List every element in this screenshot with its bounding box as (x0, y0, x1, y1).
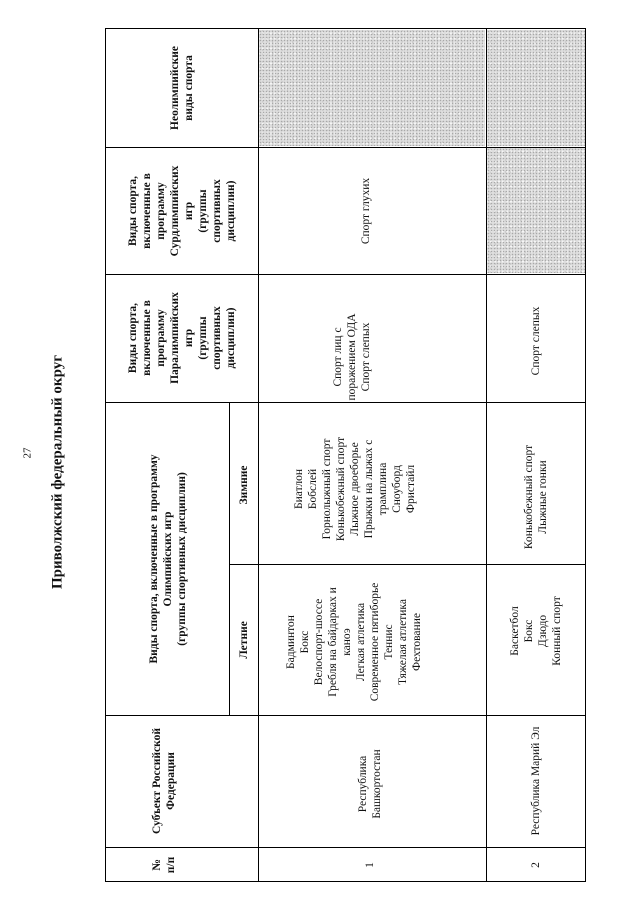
cell-line: Конькобежный спорт (335, 436, 347, 542)
col-line-num (106, 847, 585, 848)
cell-line: Легкая атлетика (355, 602, 367, 682)
cell-line: Горнолыжный спорт (321, 438, 333, 540)
cell-line: Спорт глухих (360, 177, 372, 245)
cell-line: (группы (197, 316, 209, 360)
cell-line: Баскетбол (509, 606, 521, 656)
cell-line: Современное пятиборье (369, 582, 381, 702)
heading-text: Приволжский федеральный округ (49, 354, 66, 590)
cell-line: Лыжное двоеборье (349, 442, 361, 536)
cell-line: Теннис (383, 624, 395, 660)
cell-line: каноэ (341, 628, 353, 656)
cell-line: Виды спорта, включенные в программу (148, 454, 160, 664)
cell-line: Фехтование (411, 613, 423, 671)
cell-line: Республика (357, 755, 369, 813)
cell-line: п/п (165, 856, 177, 874)
cell-line: (группы спортивных дисциплин) (176, 472, 188, 646)
cell-line: Виды спорта, (127, 175, 139, 247)
row-line-header (258, 29, 259, 881)
empty-cell-nonolympic-2 (487, 30, 585, 146)
col-line-winter-summer (229, 564, 585, 565)
col-line-deaflympic (106, 274, 585, 275)
cell-line: Дзюдо (537, 614, 549, 648)
cell-line: Неолимпийские (169, 46, 181, 130)
cell-line: Тяжелая атлетика (397, 599, 409, 685)
cell-line: программу (155, 309, 167, 367)
empty-cell-deaflympic-2 (487, 148, 585, 273)
cell-line: включенные в (141, 173, 153, 249)
cell-line: включенные в (141, 300, 153, 376)
col-line-paralympic (106, 402, 585, 403)
cell-line: Лыжные гонки (537, 460, 549, 534)
cell-line: программу (155, 182, 167, 240)
cell-line: Бобслей (307, 468, 319, 510)
cell-line: спортивных (211, 306, 223, 370)
row-line-olympic-sub (229, 402, 230, 715)
cell-line: № (151, 859, 163, 871)
cell-line: (группы (197, 189, 209, 233)
cell-line: игр (183, 328, 195, 348)
cell-line: спортивных (211, 179, 223, 243)
cell-line: Олимпийских игр (162, 511, 174, 607)
cell-line: Спорт лиц с (332, 327, 344, 387)
cell-line: Виды спорта, (127, 302, 139, 374)
cell-line: Конный спорт (551, 596, 563, 666)
cell-line: Прыжки на лыжах с (363, 439, 375, 539)
cell-line: поражением ОДА (346, 313, 358, 401)
cell-line: дисциплин) (225, 180, 237, 242)
page-number: 27 (21, 447, 34, 459)
cell-line: Бадминтон (285, 615, 297, 669)
cell-line: Федерации (165, 752, 177, 810)
cell-line: Велоспорт-шоссе (313, 598, 325, 686)
sports-table: Неолимпийские виды спорта Виды спорта, включенные в программу Сурдлимпийских игр (группы спортивных дисциплин) Виды спорта, включенные в программу Паралимпийских игр (группы спортивных дисциплин) Виды спорта, включенные в программу Олимпийских игр (группы спортивных дисциплин) Зимние Летние Субъект Российской Федерации № п/п Спорт глухих Спорт лиц с поражением ОДА Спорт слепых Биатлон Бобслей Горнолыжный спорт Конькобежный спорт Лыжное двоеборье Прыжки на лыжах с трамплина Сноуборд Фристайл Бадминтон Бокс Велоспорт-шоссе Гребля на байдарках и каноэ Легкая атлетика Современное пятиборье Теннис Тяжелая атлетика Фехтование Республика Башкортостан 1 Спорт слепых Конькобежный спорт Лыжные гонки Баскетбол Бокс Дзюдо Конный спорт Республика Марий Эл 2 (105, 28, 586, 882)
cell-line: Сноуборд (391, 465, 403, 513)
cell-line: дисциплин) (225, 307, 237, 369)
cell-line: Башкортостан (371, 749, 383, 819)
cell-line: Гребля на байдарках и (327, 587, 339, 697)
cell-line: Республика Марий Эл (530, 726, 542, 836)
col-line-subject (106, 715, 585, 716)
cell-line: Фристайл (405, 464, 417, 514)
cell-line: Спорт слепых (360, 322, 372, 392)
cell-line: Конькобежный спорт (523, 444, 535, 550)
empty-cell-nonolympic-1 (259, 30, 485, 146)
cell-line: Паралимпийских (169, 292, 181, 384)
cell-line: виды спорта (183, 55, 195, 121)
cell-line: Бокс (299, 630, 311, 654)
cell-line: трамплина (377, 462, 389, 516)
cell-line: игр (183, 201, 195, 221)
cell-line: Бокс (523, 619, 535, 643)
cell-line: Сурдлимпийских (169, 165, 181, 257)
cell-line: Спорт слепых (530, 306, 542, 376)
cell-line: Субъект Российской (151, 728, 163, 834)
cell-line: Биатлон (293, 469, 305, 509)
